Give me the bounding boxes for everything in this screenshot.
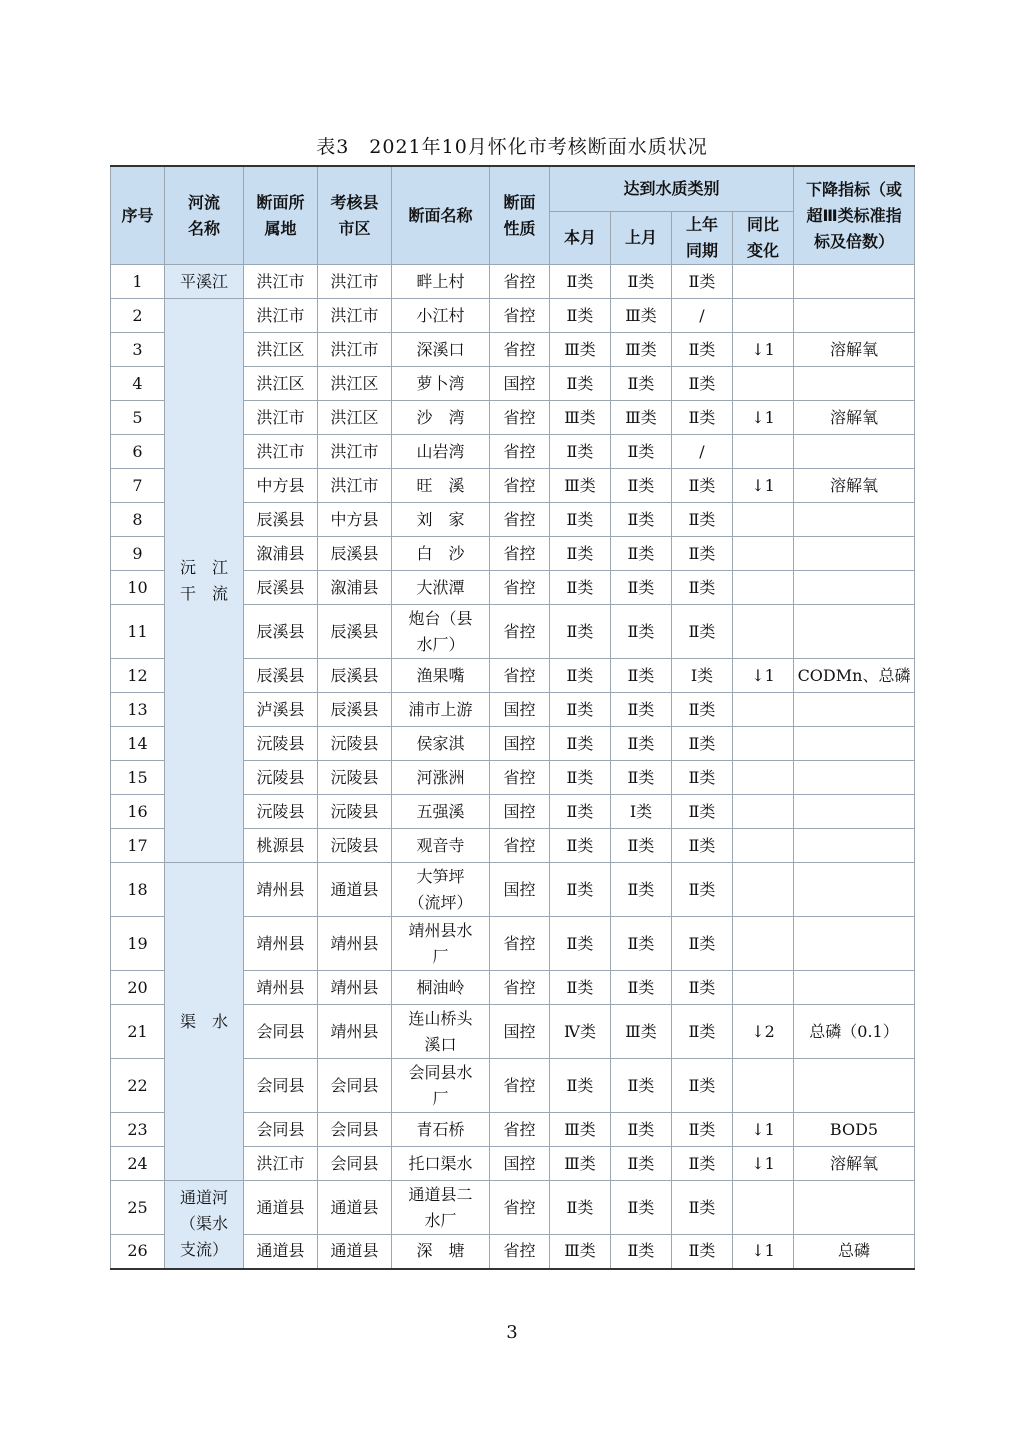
- cell-yoy: [733, 435, 794, 469]
- cell-county: 会同县: [318, 1059, 392, 1113]
- cell-location: 会同县: [244, 1005, 318, 1059]
- cell-this-month: Ⅱ类: [550, 435, 611, 469]
- cell-yoy: [733, 693, 794, 727]
- cell-location: 靖州县: [244, 971, 318, 1005]
- cell-seq: 26: [111, 1235, 165, 1269]
- cell-last-month: Ⅲ类: [611, 401, 672, 435]
- cell-seq: 18: [111, 863, 165, 917]
- table-row: [111, 265, 915, 299]
- cell-last-month: Ⅱ类: [611, 829, 672, 863]
- cell-indicator: 总磷（0.1）: [794, 1005, 915, 1059]
- cell-county: 洪江区: [318, 367, 392, 401]
- cell-section: 深 塘: [392, 1235, 490, 1269]
- cell-location: 洪江市: [244, 401, 318, 435]
- cell-nature: 国控: [490, 863, 550, 917]
- cell-nature: 省控: [490, 659, 550, 693]
- cell-nature: 省控: [490, 1113, 550, 1147]
- cell-section: 河涨洲: [392, 761, 490, 795]
- cell-yoy: ↓1: [733, 1113, 794, 1147]
- cell-last-month: Ⅱ类: [611, 571, 672, 605]
- cell-this-month: Ⅲ类: [550, 1235, 611, 1269]
- cell-county: 辰溪县: [318, 659, 392, 693]
- cell-county: 靖州县: [318, 917, 392, 971]
- cell-indicator: [794, 917, 915, 971]
- cell-this-month: Ⅱ类: [550, 367, 611, 401]
- cell-seq: 5: [111, 401, 165, 435]
- cell-section: 五强溪: [392, 795, 490, 829]
- cell-last-year: Ⅱ类: [672, 829, 733, 863]
- cell-county: 洪江市: [318, 435, 392, 469]
- cell-location: 泸溪县: [244, 693, 318, 727]
- cell-this-month: Ⅲ类: [550, 333, 611, 367]
- cell-section: 靖州县水 厂: [392, 917, 490, 971]
- cell-location: 洪江区: [244, 333, 318, 367]
- cell-section: 沙 湾: [392, 401, 490, 435]
- cell-seq: 25: [111, 1181, 165, 1235]
- cell-seq: 1: [111, 265, 165, 299]
- cell-last-year: Ⅱ类: [672, 917, 733, 971]
- cell-this-month: Ⅳ类: [550, 1005, 611, 1059]
- table-row: [111, 299, 915, 333]
- cell-last-month: Ⅲ类: [611, 299, 672, 333]
- cell-yoy: [733, 829, 794, 863]
- cell-nature: 国控: [490, 1005, 550, 1059]
- table-body: [111, 265, 915, 1269]
- cell-seq: 24: [111, 1147, 165, 1181]
- cell-river: 通道河 （渠水 支流）: [165, 1181, 244, 1269]
- cell-indicator: [794, 1181, 915, 1235]
- cell-last-month: Ⅲ类: [611, 333, 672, 367]
- cell-yoy: [733, 503, 794, 537]
- cell-county: 溆浦县: [318, 571, 392, 605]
- cell-county: 会同县: [318, 1147, 392, 1181]
- cell-yoy: [733, 1059, 794, 1113]
- cell-seq: 6: [111, 435, 165, 469]
- cell-yoy: ↓1: [733, 1147, 794, 1181]
- cell-seq: 12: [111, 659, 165, 693]
- cell-this-month: Ⅲ类: [550, 401, 611, 435]
- cell-this-month: Ⅱ类: [550, 659, 611, 693]
- cell-section: 炮台（县水厂）: [392, 605, 490, 659]
- cell-indicator: 溶解氧: [794, 469, 915, 503]
- cell-yoy: ↓1: [733, 469, 794, 503]
- cell-yoy: [733, 1181, 794, 1235]
- cell-location: 沅陵县: [244, 727, 318, 761]
- cell-last-month: Ⅱ类: [611, 469, 672, 503]
- cell-county: 中方县: [318, 503, 392, 537]
- cell-location: 洪江市: [244, 265, 318, 299]
- cell-nature: 省控: [490, 1181, 550, 1235]
- cell-last-year: Ⅱ类: [672, 1005, 733, 1059]
- cell-location: 辰溪县: [244, 503, 318, 537]
- cell-indicator: [794, 727, 915, 761]
- cell-county: 辰溪县: [318, 537, 392, 571]
- cell-yoy: [733, 795, 794, 829]
- cell-indicator: [794, 829, 915, 863]
- cell-last-month: Ⅱ类: [611, 1147, 672, 1181]
- cell-section: 渔果嘴: [392, 659, 490, 693]
- cell-last-month: Ⅱ类: [611, 971, 672, 1005]
- cell-last-year: Ⅱ类: [672, 367, 733, 401]
- cell-last-month: Ⅱ类: [611, 761, 672, 795]
- cell-location: 洪江市: [244, 299, 318, 333]
- cell-yoy: [733, 537, 794, 571]
- cell-nature: 省控: [490, 401, 550, 435]
- cell-last-year: Ⅱ类: [672, 693, 733, 727]
- cell-seq: 17: [111, 829, 165, 863]
- cell-county: 通道县: [318, 1181, 392, 1235]
- cell-yoy: ↓1: [733, 659, 794, 693]
- cell-location: 桃源县: [244, 829, 318, 863]
- cell-location: 洪江区: [244, 367, 318, 401]
- cell-indicator: [794, 435, 915, 469]
- cell-section: 会同县水 厂: [392, 1059, 490, 1113]
- cell-indicator: [794, 795, 915, 829]
- cell-location: 沅陵县: [244, 761, 318, 795]
- header-this-month: 本月: [550, 212, 611, 265]
- cell-nature: 国控: [490, 367, 550, 401]
- cell-seq: 11: [111, 605, 165, 659]
- cell-section: 萝卜湾: [392, 367, 490, 401]
- cell-this-month: Ⅱ类: [550, 795, 611, 829]
- cell-nature: 省控: [490, 761, 550, 795]
- cell-yoy: [733, 971, 794, 1005]
- cell-indicator: [794, 761, 915, 795]
- cell-nature: 省控: [490, 469, 550, 503]
- cell-county: 洪江区: [318, 401, 392, 435]
- cell-indicator: 溶解氧: [794, 333, 915, 367]
- cell-county: 洪江市: [318, 265, 392, 299]
- cell-yoy: ↓1: [733, 401, 794, 435]
- cell-last-year: Ⅱ类: [672, 265, 733, 299]
- cell-seq: 7: [111, 469, 165, 503]
- cell-county: 洪江市: [318, 469, 392, 503]
- cell-last-year: Ⅱ类: [672, 537, 733, 571]
- cell-seq: 23: [111, 1113, 165, 1147]
- cell-section: 畔上村: [392, 265, 490, 299]
- cell-last-month: Ⅱ类: [611, 435, 672, 469]
- cell-county: 沅陵县: [318, 727, 392, 761]
- cell-section: 托口渠水: [392, 1147, 490, 1181]
- cell-this-month: Ⅱ类: [550, 863, 611, 917]
- cell-location: 沅陵县: [244, 795, 318, 829]
- cell-this-month: Ⅱ类: [550, 537, 611, 571]
- cell-yoy: [733, 863, 794, 917]
- cell-last-year: Ⅱ类: [672, 1059, 733, 1113]
- cell-indicator: [794, 605, 915, 659]
- cell-seq: 22: [111, 1059, 165, 1113]
- cell-seq: 9: [111, 537, 165, 571]
- cell-this-month: Ⅲ类: [550, 469, 611, 503]
- cell-nature: 省控: [490, 333, 550, 367]
- cell-last-month: Ⅱ类: [611, 863, 672, 917]
- cell-last-month: Ⅱ类: [611, 1059, 672, 1113]
- cell-section: 刘 家: [392, 503, 490, 537]
- cell-nature: 省控: [490, 917, 550, 971]
- cell-indicator: [794, 1059, 915, 1113]
- cell-seq: 21: [111, 1005, 165, 1059]
- cell-section: 青石桥: [392, 1113, 490, 1147]
- cell-section: 小江村: [392, 299, 490, 333]
- header-location: 断面所属地: [244, 166, 318, 265]
- cell-location: 靖州县: [244, 917, 318, 971]
- cell-seq: 8: [111, 503, 165, 537]
- cell-last-month: Ⅱ类: [611, 367, 672, 401]
- cell-indicator: 溶解氧: [794, 401, 915, 435]
- cell-last-year: Ⅱ类: [672, 761, 733, 795]
- header-last-year: 上年同期: [672, 212, 733, 265]
- cell-location: 靖州县: [244, 863, 318, 917]
- cell-indicator: [794, 863, 915, 917]
- cell-seq: 4: [111, 367, 165, 401]
- cell-yoy: [733, 605, 794, 659]
- cell-yoy: [733, 917, 794, 971]
- cell-section: 侯家淇: [392, 727, 490, 761]
- cell-county: 沅陵县: [318, 761, 392, 795]
- cell-nature: 国控: [490, 727, 550, 761]
- cell-section: 大洑潭: [392, 571, 490, 605]
- cell-nature: 省控: [490, 1235, 550, 1269]
- cell-last-month: Ⅱ类: [611, 537, 672, 571]
- cell-yoy: [733, 761, 794, 795]
- cell-yoy: ↓2: [733, 1005, 794, 1059]
- cell-section: 浦市上游: [392, 693, 490, 727]
- cell-section: 观音寺: [392, 829, 490, 863]
- cell-nature: 省控: [490, 503, 550, 537]
- cell-yoy: [733, 727, 794, 761]
- cell-indicator: 溶解氧: [794, 1147, 915, 1181]
- cell-indicator: [794, 367, 915, 401]
- water-quality-table: [110, 165, 915, 1270]
- header-county: 考核县市区: [318, 166, 392, 265]
- cell-seq: 14: [111, 727, 165, 761]
- cell-yoy: [733, 299, 794, 333]
- cell-location: 洪江市: [244, 1147, 318, 1181]
- cell-location: 辰溪县: [244, 571, 318, 605]
- cell-seq: 19: [111, 917, 165, 971]
- cell-section: 白 沙: [392, 537, 490, 571]
- cell-nature: 省控: [490, 265, 550, 299]
- cell-last-year: Ⅱ类: [672, 401, 733, 435]
- cell-this-month: Ⅱ类: [550, 571, 611, 605]
- cell-last-month: Ⅱ类: [611, 1235, 672, 1269]
- header-last-month: 上月: [611, 212, 672, 265]
- cell-nature: 省控: [490, 299, 550, 333]
- table-header: [111, 166, 915, 265]
- cell-location: 辰溪县: [244, 659, 318, 693]
- table-row: [111, 1181, 915, 1235]
- cell-last-year: Ⅱ类: [672, 333, 733, 367]
- cell-last-year: Ⅱ类: [672, 795, 733, 829]
- cell-last-month: Ⅲ类: [611, 1005, 672, 1059]
- header-class-group: 达到水质类别: [550, 166, 794, 212]
- cell-last-year: Ⅰ类: [672, 659, 733, 693]
- cell-nature: 国控: [490, 795, 550, 829]
- cell-last-month: Ⅱ类: [611, 659, 672, 693]
- cell-indicator: CODMn、总磷: [794, 659, 915, 693]
- cell-last-month: Ⅱ类: [611, 605, 672, 659]
- cell-indicator: [794, 571, 915, 605]
- cell-last-year: Ⅱ类: [672, 1113, 733, 1147]
- cell-this-month: Ⅱ类: [550, 299, 611, 333]
- page-number: 3: [506, 1322, 518, 1343]
- cell-this-month: Ⅱ类: [550, 727, 611, 761]
- cell-indicator: [794, 265, 915, 299]
- cell-last-year: Ⅱ类: [672, 605, 733, 659]
- cell-county: 沅陵县: [318, 829, 392, 863]
- cell-indicator: [794, 299, 915, 333]
- cell-last-year: Ⅱ类: [672, 469, 733, 503]
- cell-last-month: Ⅱ类: [611, 265, 672, 299]
- cell-this-month: Ⅲ类: [550, 1113, 611, 1147]
- cell-last-year: Ⅱ类: [672, 571, 733, 605]
- cell-indicator: 总磷: [794, 1235, 915, 1269]
- cell-last-month: Ⅱ类: [611, 503, 672, 537]
- header-section: 断面名称: [392, 166, 490, 265]
- header-river: 河流名称: [165, 166, 244, 265]
- cell-county: 辰溪县: [318, 605, 392, 659]
- cell-county: 通道县: [318, 863, 392, 917]
- cell-last-month: Ⅱ类: [611, 693, 672, 727]
- cell-section: 通道县二水厂: [392, 1181, 490, 1235]
- cell-location: 通道县: [244, 1181, 318, 1235]
- cell-last-year: Ⅱ类: [672, 863, 733, 917]
- cell-location: 中方县: [244, 469, 318, 503]
- cell-indicator: [794, 537, 915, 571]
- cell-county: 靖州县: [318, 971, 392, 1005]
- cell-last-year: Ⅱ类: [672, 727, 733, 761]
- cell-river: 平溪江: [165, 265, 244, 299]
- cell-seq: 15: [111, 761, 165, 795]
- cell-last-month: Ⅱ类: [611, 1113, 672, 1147]
- cell-yoy: ↓1: [733, 1235, 794, 1269]
- cell-nature: 省控: [490, 1059, 550, 1113]
- cell-yoy: [733, 367, 794, 401]
- cell-section: 连山桥头溪口: [392, 1005, 490, 1059]
- cell-nature: 省控: [490, 571, 550, 605]
- cell-yoy: [733, 265, 794, 299]
- cell-county: 靖州县: [318, 1005, 392, 1059]
- cell-county: 会同县: [318, 1113, 392, 1147]
- cell-county: 辰溪县: [318, 693, 392, 727]
- cell-nature: 国控: [490, 1147, 550, 1181]
- header-seq: 序号: [111, 166, 165, 265]
- cell-nature: 省控: [490, 829, 550, 863]
- cell-last-month: Ⅰ类: [611, 795, 672, 829]
- cell-this-month: Ⅲ类: [550, 1147, 611, 1181]
- cell-river: 渠 水: [165, 863, 244, 1181]
- cell-location: 洪江市: [244, 435, 318, 469]
- cell-county: 沅陵县: [318, 795, 392, 829]
- table-title: 表3 2021年10月怀化市考核断面水质状况: [316, 136, 708, 158]
- cell-last-month: Ⅱ类: [611, 727, 672, 761]
- cell-section: 山岩湾: [392, 435, 490, 469]
- cell-indicator: [794, 693, 915, 727]
- cell-location: 通道县: [244, 1235, 318, 1269]
- cell-this-month: Ⅱ类: [550, 971, 611, 1005]
- cell-this-month: Ⅱ类: [550, 605, 611, 659]
- header-yoy: 同比变化: [733, 212, 794, 265]
- cell-yoy: ↓1: [733, 333, 794, 367]
- cell-this-month: Ⅱ类: [550, 693, 611, 727]
- cell-nature: 省控: [490, 971, 550, 1005]
- cell-section: 深溪口: [392, 333, 490, 367]
- cell-indicator: [794, 503, 915, 537]
- cell-last-year: Ⅱ类: [672, 503, 733, 537]
- cell-seq: 2: [111, 299, 165, 333]
- cell-seq: 20: [111, 971, 165, 1005]
- cell-this-month: Ⅱ类: [550, 1181, 611, 1235]
- cell-last-month: Ⅱ类: [611, 1181, 672, 1235]
- cell-river: 沅 江 干 流: [165, 299, 244, 863]
- cell-location: 会同县: [244, 1059, 318, 1113]
- cell-indicator: BOD5: [794, 1113, 915, 1147]
- cell-county: 通道县: [318, 1235, 392, 1269]
- cell-seq: 10: [111, 571, 165, 605]
- cell-county: 洪江市: [318, 333, 392, 367]
- cell-last-year: /: [672, 299, 733, 333]
- cell-this-month: Ⅱ类: [550, 1059, 611, 1113]
- cell-location: 会同县: [244, 1113, 318, 1147]
- cell-nature: 省控: [490, 605, 550, 659]
- cell-this-month: Ⅱ类: [550, 265, 611, 299]
- cell-nature: 省控: [490, 537, 550, 571]
- header-nature: 断面性质: [490, 166, 550, 265]
- cell-seq: 3: [111, 333, 165, 367]
- cell-indicator: [794, 971, 915, 1005]
- cell-last-year: Ⅱ类: [672, 1147, 733, 1181]
- header-indicator: 下降指标（或超Ⅲ类标准指标及倍数）: [794, 166, 915, 265]
- cell-last-year: Ⅱ类: [672, 1181, 733, 1235]
- cell-yoy: [733, 571, 794, 605]
- table-row: [111, 863, 915, 917]
- cell-last-month: Ⅱ类: [611, 917, 672, 971]
- cell-this-month: Ⅱ类: [550, 503, 611, 537]
- cell-location: 辰溪县: [244, 605, 318, 659]
- cell-location: 溆浦县: [244, 537, 318, 571]
- cell-seq: 13: [111, 693, 165, 727]
- cell-this-month: Ⅱ类: [550, 761, 611, 795]
- cell-section: 大笋坪（流坪）: [392, 863, 490, 917]
- cell-section: 旺 溪: [392, 469, 490, 503]
- cell-last-year: Ⅱ类: [672, 971, 733, 1005]
- cell-seq: 16: [111, 795, 165, 829]
- cell-nature: 国控: [490, 693, 550, 727]
- cell-county: 洪江市: [318, 299, 392, 333]
- cell-section: 桐油岭: [392, 971, 490, 1005]
- cell-this-month: Ⅱ类: [550, 917, 611, 971]
- cell-nature: 省控: [490, 435, 550, 469]
- cell-last-year: Ⅱ类: [672, 1235, 733, 1269]
- cell-this-month: Ⅱ类: [550, 829, 611, 863]
- cell-last-year: /: [672, 435, 733, 469]
